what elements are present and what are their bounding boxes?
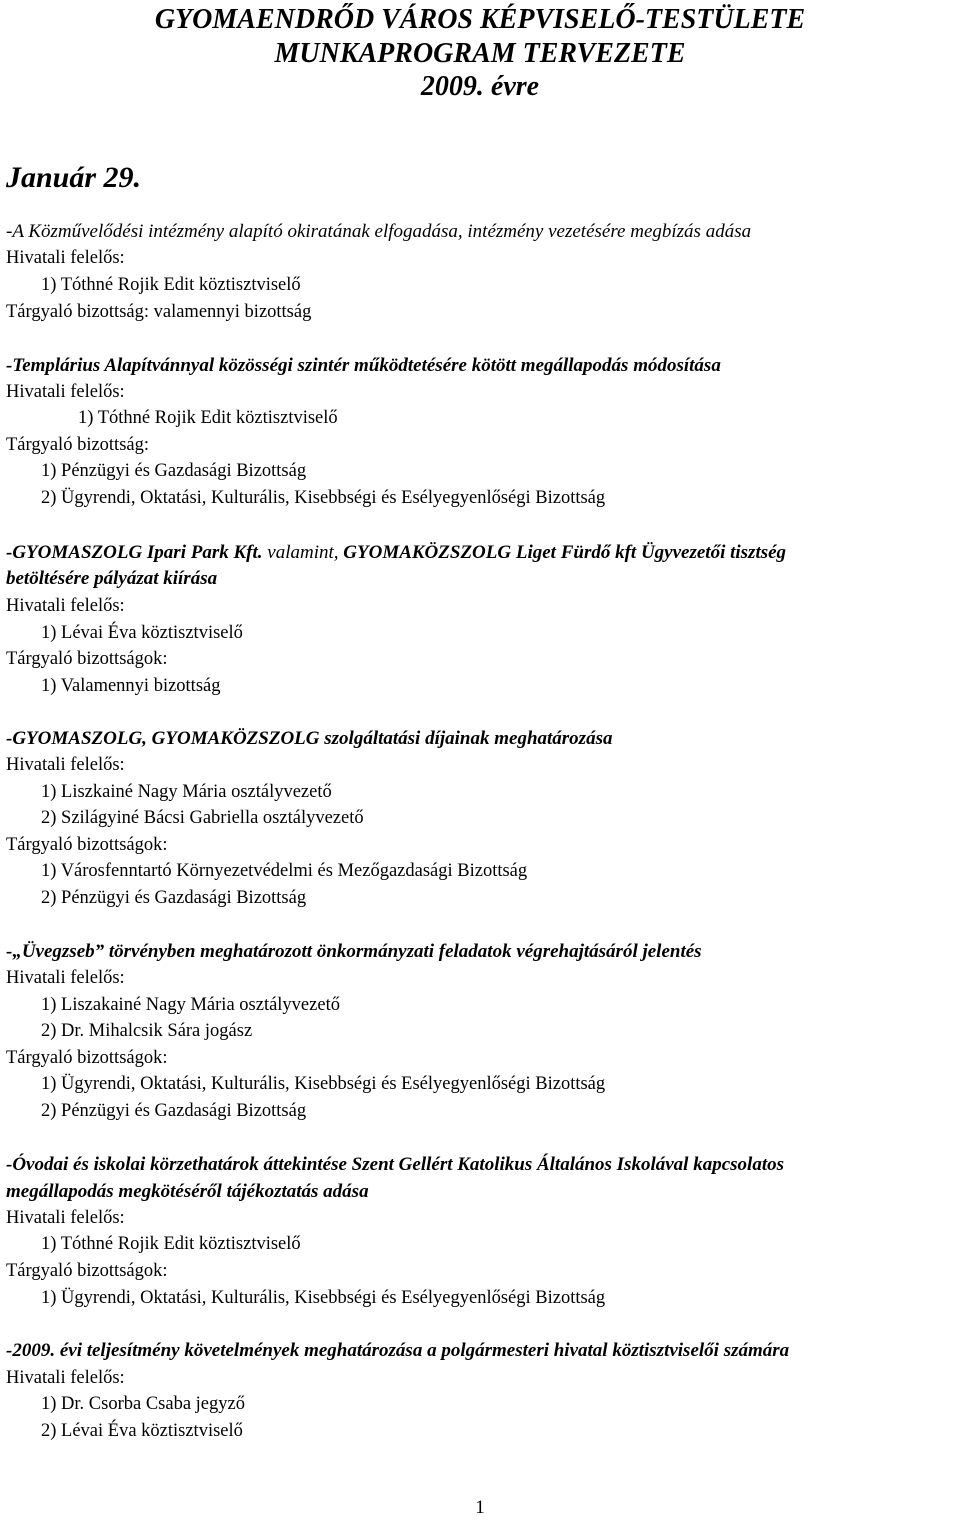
committee-label: Tárgyaló bizottságok: [6, 1261, 168, 1281]
committee-item: 2) Ügyrendi, Oktatási, Kulturális, Kisebbségi és Esélyegyenlőségi Bizottság [41, 488, 606, 508]
responsible-person: 1) Dr. Csorba Csaba jegyző [41, 1394, 245, 1414]
committee-label: Tárgyaló bizottságok: [6, 649, 168, 669]
responsible-person: 2) Dr. Mihalcsik Sára jogász [41, 1021, 253, 1041]
committee-item: 1) Pénzügyi és Gazdasági Bizottság [41, 461, 307, 481]
agenda-item-title: -„Üvegzseb” törvényben meghatározott önkormányzati feladatok végrehajtásáról jelentés [6, 941, 702, 962]
agenda-item-title-part: -GYOMASZOLG Ipari Park Kft. [6, 542, 263, 563]
committee-item: 1) Városfenntartó Környezetvédelmi és Mezőgazdasági Bizottság [41, 861, 528, 881]
committee-label: Tárgyaló bizottság: valamennyi bizottság [6, 302, 312, 322]
committee-item: 1) Valamennyi bizottság [41, 676, 221, 696]
agenda-item-title: -GYOMASZOLG, GYOMAKÖZSZOLG szolgáltatási díjainak meghatározása [6, 728, 613, 749]
agenda-item-title-cont: megállapodás megkötéséről tájékoztatás adása [6, 1181, 369, 1202]
agenda-item-title: -2009. évi teljesítmény követelmények meghatározása a polgármesteri hivatal köztisztviselői számára [6, 1340, 790, 1361]
doc-title-line-2: MUNKAPROGRAM TERVEZETE [274, 38, 686, 69]
agenda-item-title-cont: betöltésére pályázat kiírása [6, 568, 218, 589]
responsible-label: Hivatali felelős: [6, 596, 125, 616]
committee-label: Tárgyaló bizottságok: [6, 835, 168, 855]
page-number: 1 [475, 1497, 485, 1518]
agenda-item-title: -Óvodai és iskolai körzethatárok áttekintése Szent Gellért Katolikus Általános Iskolával kapcsolatos [6, 1154, 784, 1175]
responsible-person: 2) Lévai Éva köztisztviselő [41, 1421, 243, 1441]
agenda-item-title-part: valamint, [262, 542, 344, 563]
responsible-person: 2) Szilágyiné Bácsi Gabriella osztályvezető [41, 808, 364, 828]
responsible-label: Hivatali felelős: [6, 968, 125, 988]
responsible-label: Hivatali felelős: [6, 248, 125, 268]
responsible-label: Hivatali felelős: [6, 1368, 125, 1388]
responsible-person: 1) Liszakainé Nagy Mária osztályvezető [41, 995, 340, 1015]
agenda-item-title [6, 542, 786, 564]
doc-title-year: 2009. évre [420, 71, 540, 102]
responsible-person: 1) Lévai Éva köztisztviselő [41, 623, 243, 643]
committee-item: 2) Pénzügyi és Gazdasági Bizottság [41, 1101, 307, 1121]
responsible-person: 1) Tóthné Rojik Edit köztisztviselő [41, 1234, 301, 1254]
doc-title-line-1: GYOMAENDRŐD VÁROS KÉPVISELŐ-TESTÜLETE [154, 4, 806, 35]
meeting-date-heading: Január 29. [6, 161, 142, 194]
committee-label: Tárgyaló bizottságok: [6, 1048, 168, 1068]
responsible-label: Hivatali felelős: [6, 382, 125, 402]
agenda-item-title: -Templárius Alapítvánnyal közösségi szintér működtetésére kötött megállapodás módosítása [6, 355, 721, 376]
committee-item: 2) Pénzügyi és Gazdasági Bizottság [41, 888, 307, 908]
committee-label: Tárgyaló bizottság: [6, 435, 149, 455]
committee-item: 1) Ügyrendi, Oktatási, Kulturális, Kisebbségi és Esélyegyenlőségi Bizottság [41, 1074, 606, 1094]
agenda-item-title-part: GYOMAKÖZSZOLG Liget Fürdő kft Ügyvezetői tisztség [343, 542, 787, 563]
responsible-person: 1) Liszkainé Nagy Mária osztályvezető [41, 782, 332, 802]
responsible-label: Hivatali felelős: [6, 755, 125, 775]
responsible-person: 1) Tóthné Rojik Edit köztisztviselő [41, 275, 301, 295]
committee-item: 1) Ügyrendi, Oktatási, Kulturális, Kisebbségi és Esélyegyenlőségi Bizottság [41, 1288, 606, 1308]
responsible-label: Hivatali felelős: [6, 1208, 125, 1228]
responsible-person: 1) Tóthné Rojik Edit köztisztviselő [78, 408, 338, 428]
agenda-item-title: -A Közművelődési intézmény alapító okiratának elfogadása, intézmény vezetésére megbízás adása [6, 221, 752, 242]
